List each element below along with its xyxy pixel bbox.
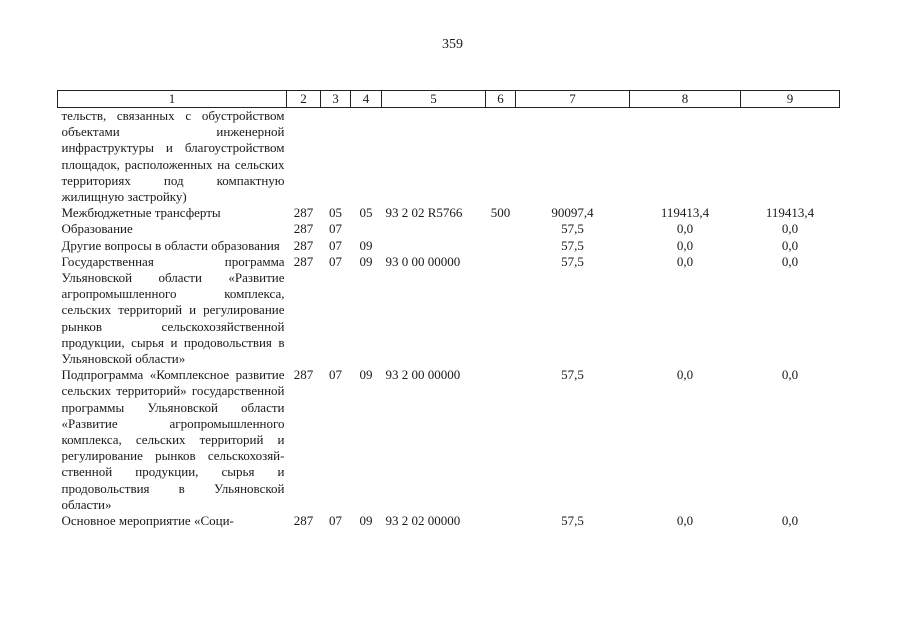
row-value-1: 90097,4 bbox=[551, 205, 594, 221]
row-value-2: 0,0 bbox=[676, 513, 694, 529]
row-target: 93 0 00 00000 bbox=[385, 253, 461, 269]
row-section: 05 bbox=[329, 205, 342, 221]
row-name: тельств, связанных с обустройством объектами инженерной инфраструктуры и благоустройством площадок, расположенных на сельских территориях под компактную жилищную застройку) bbox=[61, 108, 285, 205]
row-expense-type bbox=[486, 254, 516, 367]
row-name: Государственная программа Ульяновской области «Развитие агропромышленного комплекса, сельских территорий и регулирование рынков сельскохозяйственной продукции, сырья и продовольствия в Ульяновской области» bbox=[61, 253, 285, 367]
row-value-2: 0,0 bbox=[676, 367, 694, 383]
header-col-8: 8 bbox=[630, 91, 741, 108]
row-name: Подпрограмма «Комплексное развитие сельских территорий» государственной программы Ульяновской области «Развитие агропромышленного комплекса, сельских территорий и регулирование рынков сельскохозяйственной продукции, сырья и продовольствия в Ульяновской области» bbox=[61, 367, 285, 512]
table-row bbox=[58, 108, 840, 206]
header-col-4: 4 bbox=[351, 91, 382, 108]
row-section: 07 bbox=[329, 221, 342, 237]
row-ministry: 287 bbox=[293, 513, 314, 529]
row-value-1: 57,5 bbox=[561, 367, 584, 383]
row-value-1 bbox=[516, 108, 630, 206]
row-value-2: 0,0 bbox=[676, 237, 694, 253]
table-row bbox=[58, 254, 840, 367]
row-target: 93 2 02 R5766 bbox=[385, 205, 463, 221]
row-value-2 bbox=[630, 108, 741, 206]
row-target: 93 2 00 00000 bbox=[385, 367, 461, 383]
header-col-2: 2 bbox=[287, 91, 321, 108]
row-subsection: 05 bbox=[359, 205, 373, 221]
row-subsection: 09 bbox=[359, 513, 373, 529]
header-col-3: 3 bbox=[321, 91, 351, 108]
table-row bbox=[58, 238, 840, 254]
row-expense-type bbox=[486, 221, 516, 237]
row-target bbox=[382, 221, 486, 237]
budget-table bbox=[57, 90, 840, 529]
row-subsection bbox=[351, 108, 382, 206]
row-section bbox=[321, 108, 351, 206]
row-ministry: 287 bbox=[293, 221, 314, 237]
row-value-1: 57,5 bbox=[561, 513, 584, 529]
row-value-1: 57,5 bbox=[561, 253, 584, 269]
table-row bbox=[58, 221, 840, 237]
row-value-3 bbox=[741, 108, 840, 206]
row-ministry bbox=[287, 108, 321, 206]
row-value-3: 0,0 bbox=[781, 513, 799, 529]
row-target: 93 2 02 00000 bbox=[385, 513, 461, 529]
row-name: Основное мероприятие «Соци- bbox=[61, 513, 234, 529]
header-col-5: 5 bbox=[382, 91, 486, 108]
header-col-9: 9 bbox=[741, 91, 840, 108]
row-expense-type: 500 bbox=[490, 205, 511, 221]
header-col-1: 1 bbox=[58, 91, 287, 108]
row-subsection: 09 bbox=[359, 367, 373, 383]
row-subsection: 09 bbox=[359, 253, 373, 269]
row-ministry: 287 bbox=[293, 237, 314, 253]
row-value-3: 119413,4 bbox=[765, 205, 815, 221]
row-ministry: 287 bbox=[293, 205, 314, 221]
row-expense-type bbox=[486, 513, 516, 529]
row-section: 07 bbox=[329, 253, 342, 269]
row-value-3: 0,0 bbox=[781, 367, 799, 383]
row-value-3: 0,0 bbox=[781, 253, 799, 269]
row-section: 07 bbox=[329, 367, 342, 383]
row-ministry: 287 bbox=[293, 367, 314, 383]
table-row bbox=[58, 367, 840, 513]
row-value-2: 0,0 bbox=[676, 253, 694, 269]
header-col-6: 6 bbox=[486, 91, 516, 108]
row-target bbox=[382, 108, 486, 206]
row-ministry: 287 bbox=[293, 253, 314, 269]
row-value-2: 0,0 bbox=[676, 221, 694, 237]
table-row bbox=[58, 205, 840, 221]
row-section: 07 bbox=[329, 237, 342, 253]
table-row bbox=[58, 513, 840, 529]
header-row bbox=[58, 91, 840, 108]
row-expense-type bbox=[486, 238, 516, 254]
row-subsection bbox=[351, 221, 382, 237]
row-value-3: 0,0 bbox=[781, 221, 799, 237]
row-value-1: 57,5 bbox=[561, 237, 584, 253]
header-col-7: 7 bbox=[516, 91, 630, 108]
row-name: Другие вопросы в области образования bbox=[61, 237, 280, 253]
row-section: 07 bbox=[329, 513, 342, 529]
page-number: 359 bbox=[442, 37, 463, 52]
row-target bbox=[382, 238, 486, 254]
row-name: Межбюджетные трансферты bbox=[61, 205, 221, 221]
row-value-3: 0,0 bbox=[781, 237, 799, 253]
row-value-1: 57,5 bbox=[561, 221, 584, 237]
row-expense-type bbox=[486, 108, 516, 206]
row-name: Образование bbox=[61, 221, 133, 237]
row-expense-type bbox=[486, 367, 516, 513]
row-subsection: 09 bbox=[359, 237, 373, 253]
row-value-2: 119413,4 bbox=[660, 205, 710, 221]
